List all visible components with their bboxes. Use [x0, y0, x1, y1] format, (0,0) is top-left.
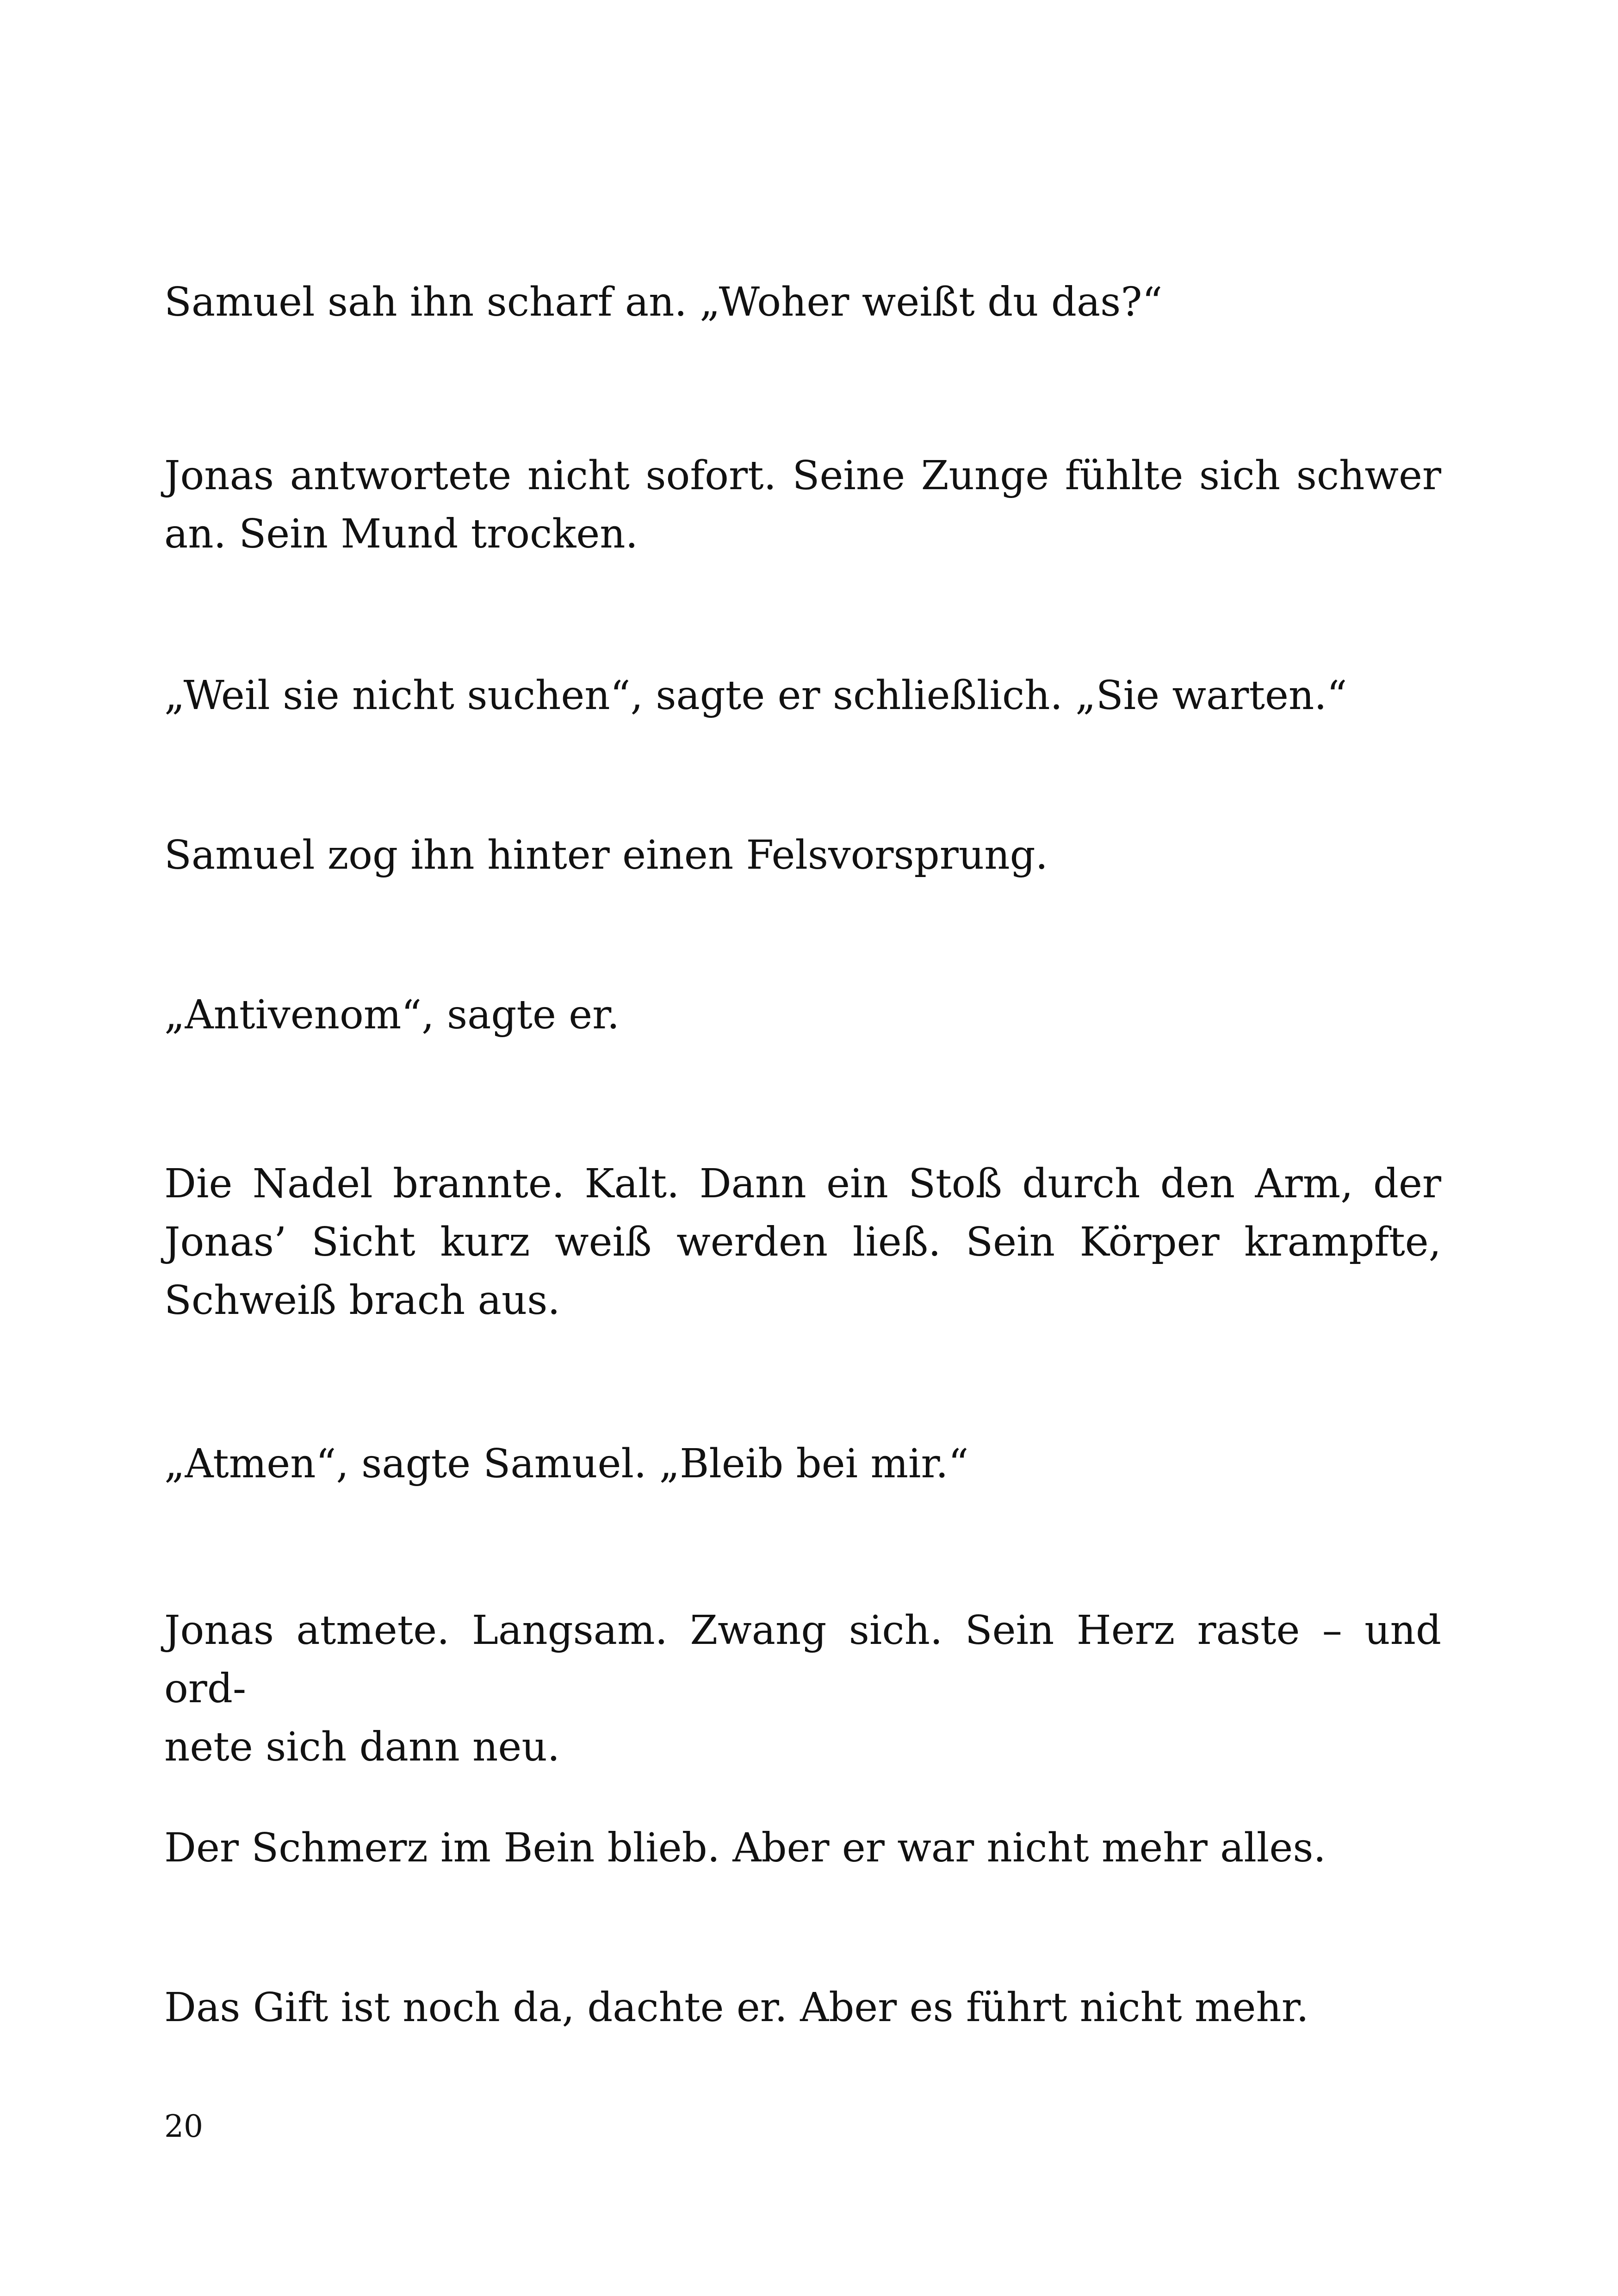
- paragraph-4: [164, 826, 1441, 884]
- text-line: „Antivenom“, sagte er.: [164, 992, 620, 1038]
- paragraph-8: [164, 1601, 1441, 1776]
- page-number: 20: [164, 2109, 203, 2144]
- text-line: Das Gift ist noch da, dachte er. Aber es führt nicht mehr.: [164, 1985, 1309, 2031]
- paragraph-3: [164, 666, 1441, 725]
- text-line: „Weil sie nicht suchen“, sagte er schließlich. „Sie warten.“: [164, 672, 1347, 719]
- text-line: Jonas antwortete nicht sofort. Seine Zunge fühlte sich schwer: [164, 453, 1441, 499]
- text-line: Samuel sah ihn scharf an. „Woher weißt du das?“: [164, 279, 1163, 325]
- text-line: Samuel zog ihn hinter einen Felsvorsprung.: [164, 832, 1048, 878]
- paragraph-10: [164, 1979, 1441, 2037]
- paragraph-6: [164, 1155, 1441, 1330]
- text-line: Jonas’ Sicht kurz weiß werden ließ. Sein Körper krampfte,: [164, 1219, 1441, 1265]
- paragraph-9: [164, 1819, 1441, 1877]
- text-line: Die Nadel brannte. Kalt. Dann ein Stoß durch den Arm, der: [164, 1161, 1441, 1207]
- paragraph-7: [164, 1435, 1441, 1493]
- text-line: an. Sein Mund trocken.: [164, 511, 638, 557]
- paragraph-5: [164, 986, 1441, 1044]
- paragraph-2: [164, 447, 1441, 563]
- paragraph-1: [164, 273, 1441, 331]
- text-line: Schweiß brach aus.: [164, 1277, 560, 1324]
- text-line: „Atmen“, sagte Samuel. „Bleib bei mir.“: [164, 1441, 969, 1487]
- text-line: nete sich dann neu.: [164, 1724, 560, 1770]
- text-line: Der Schmerz im Bein blieb. Aber er war nicht mehr alles.: [164, 1825, 1326, 1871]
- text-line: Jonas atmete. Langsam. Zwang sich. Sein Herz raste – und ord-: [164, 1607, 1441, 1712]
